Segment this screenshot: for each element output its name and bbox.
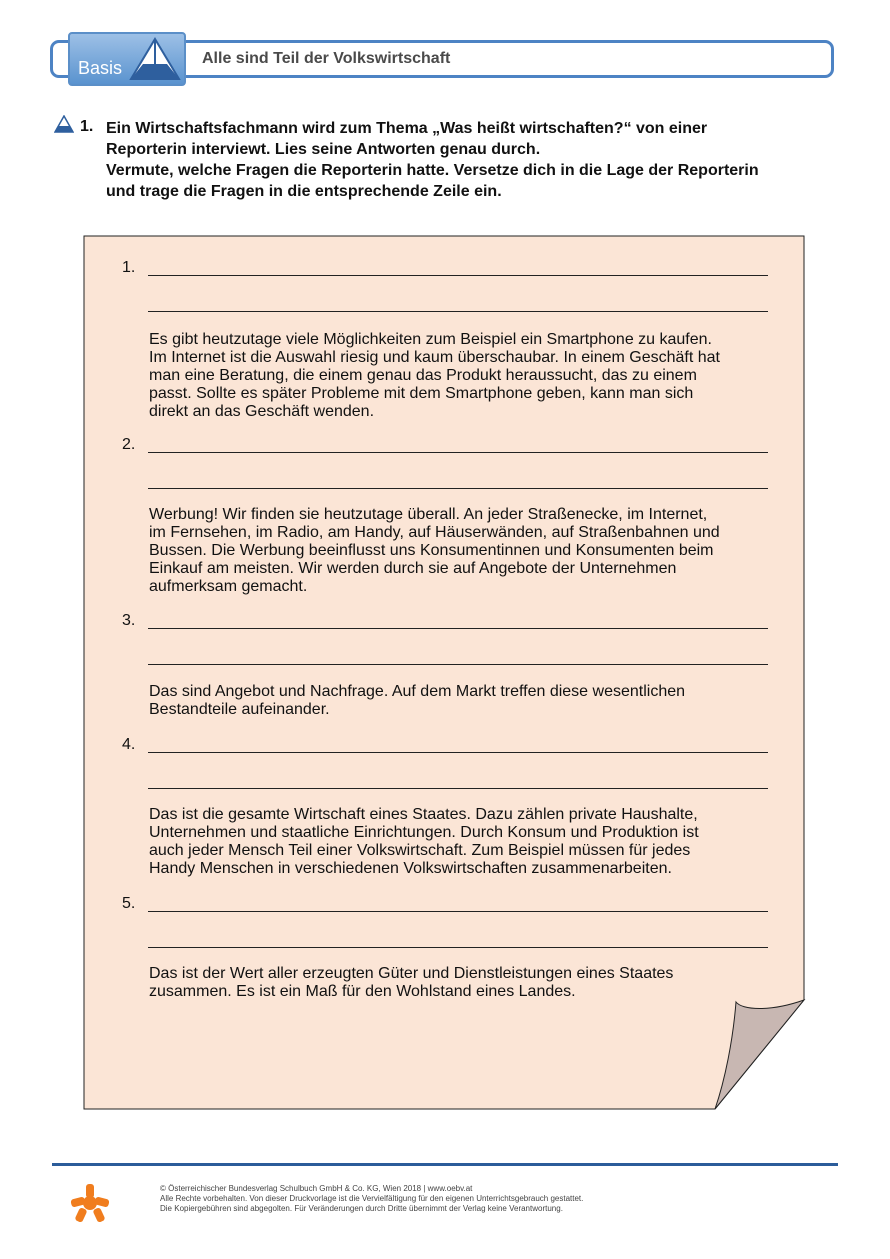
task-number: 1. xyxy=(80,118,94,135)
question-answer-line[interactable] xyxy=(148,947,768,948)
question-number: 5. xyxy=(122,895,136,912)
question-answer-line[interactable] xyxy=(148,275,768,276)
expert-answer: Das ist der Wert aller erzeugten Güter und Dienstleistungen eines Staates zusammen. Es ist ein Maß für den Wohlstand eines Landes. xyxy=(149,965,674,1000)
question-number: 2. xyxy=(122,436,136,453)
question-answer-line[interactable] xyxy=(148,752,768,753)
publisher-logo-icon xyxy=(70,1183,110,1223)
question-answer-line[interactable] xyxy=(148,628,768,629)
question-answer-line[interactable] xyxy=(148,452,768,453)
level-badge-label: Basis xyxy=(78,58,123,78)
expert-answer: Es gibt heutzutage viele Möglichkeiten zum Beispiel ein Smartphone zu kaufen. Im Internet ist die Auswahl riesig und kaum überschaubar. In einem Geschäft hat man eine Beratung, die einem genau das Produkt heraussucht, das zu einem passt. Sollte es später Probleme mit dem Smartphone geben, kann man sich direkt an das Geschäft wenden. xyxy=(149,331,720,420)
question-answer-line[interactable] xyxy=(148,488,768,489)
question-answer-line[interactable] xyxy=(148,664,768,665)
copyright-notice: © Österreichischer Bundesverlag Schulbuch GmbH & Co. KG, Wien 2018 | www.oebv.at Alle Rechte vorbehalten. Von dieser Druckvorlage ist die Vervielfältigung für den eigenen Unterrichtsgebrauch gestattet. Die Kopiergebühren sind abgegolten. Für Veränderungen durch Dritte übernimmt der Verlag keine Verantwortung. xyxy=(160,1184,584,1213)
expert-answer: Das ist die gesamte Wirtschaft eines Staates. Dazu zählen private Haushalte, Unternehmen und staatliche Einrichtungen. Durch Konsum und Produktion ist auch jeder Mensch Teil einer Volkswirtschaft. Zum Beispiel müssen für jedes Handy Menschen in verschiedenen Volkswirtschaften zusammenarbeiten. xyxy=(149,806,699,877)
question-answer-line[interactable] xyxy=(148,911,768,912)
question-number: 1. xyxy=(122,259,136,276)
question-answer-line[interactable] xyxy=(148,788,768,789)
question-answer-line[interactable] xyxy=(148,311,768,312)
expert-answer: Werbung! Wir finden sie heutzutage überall. An jeder Straßenecke, im Internet, im Fernsehen, im Radio, am Handy, auf Häuserwänden, auf Straßenbahnen und Bussen. Die Werbung beeinflusst uns Konsumentinnen und Konsumenten beim Einkauf am meisten. Wir werden durch sie auf Angebote der Unternehmen aufmerksam gemacht. xyxy=(149,506,720,595)
expert-answer: Das sind Angebot und Nachfrage. Auf dem Markt treffen diese wesentlichen Bestandteile aufeinander. xyxy=(149,683,686,718)
question-number: 4. xyxy=(122,736,136,753)
question-number: 3. xyxy=(122,612,136,629)
page-title: Alle sind Teil der Volkswirtschaft xyxy=(202,50,451,67)
task-instructions: Ein Wirtschaftsfachmann wird zum Thema „Was heißt wirtschaften?“ von einer Reporterin interviewt. Lies seine Antworten genau durch. Vermute, welche Fragen die Reporterin hatte. Versetze dich in die Lage der Reporterin und trage die Fragen in die entsprechende Zeile ein. xyxy=(106,120,759,200)
footer-divider xyxy=(52,1163,838,1166)
